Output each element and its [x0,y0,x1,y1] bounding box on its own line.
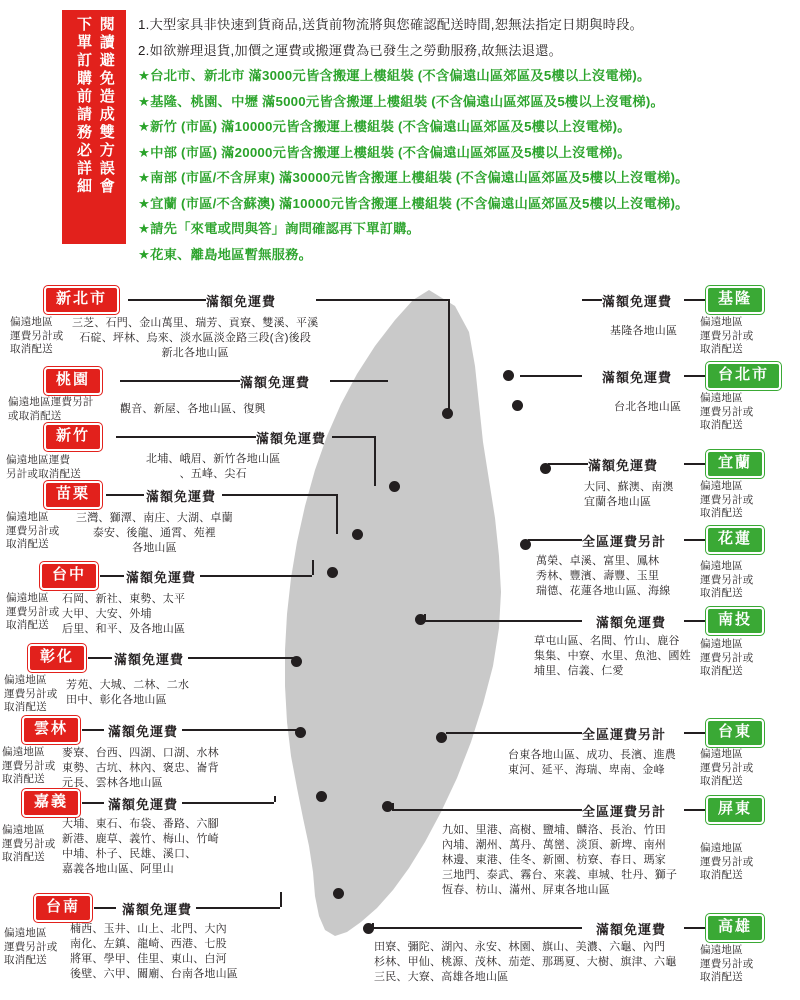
shipping-notice [0,0,800,272]
connector-line [316,299,450,301]
connector-line [116,436,256,438]
notice-line: 1.大型家具非快速到貨商品,送貨前物流將與您確認配送時間,恕無法指定日期與時段。 [138,17,644,32]
connector-line [274,796,276,802]
region-body-yilan: 大同、蘇澳、南澳 宜蘭各地山區 [584,481,674,508]
notice-badge-left-text: 下單訂購前請務必詳細 [75,16,92,196]
region-label-chiayi[interactable]: 嘉義 [22,789,80,817]
region-body-keelung: 基隆各地山區 [610,325,678,337]
connector-line [182,802,274,804]
connector-line [446,732,582,734]
map-dot-chiayi [316,791,327,802]
region-note-miaoli: 偏遠地區 運費另計或 取消配送 [6,511,60,550]
region-note-keelung: 偏遠地區 運費另計或 取消配送 [700,316,754,355]
notice-badge-right-text: 閱讀避免造成雙方誤會 [97,16,115,196]
region-headline-new-taipei: 滿額免運費 [206,294,277,309]
connector-line [684,299,706,301]
region-body-nantou: 草屯山區、名間、竹山、鹿谷 集集、中寮、水里、魚池、國姓 埔里、信義、仁愛 [534,635,691,677]
notice-line: ★基隆、桃園、中壢 滿5000元皆含搬運上樓組裝 (不含偏遠山區郊區及5樓以上沒電梯)。 [138,93,665,109]
region-note-changhua: 偏遠地區 運費另計或 取消配送 [4,674,58,713]
connector-line [548,463,588,465]
region-headline-pingtung: 全區運費另計 [582,804,667,819]
region-note-pingtung: 偏遠地區 運費另計或 取消配送 [700,842,754,881]
region-headline-chiayi: 滿額免運費 [108,797,179,812]
notice-badge [62,10,126,244]
region-note-taichung: 偏遠地區 運費另計或 取消配送 [6,592,60,631]
region-label-kaohsiung[interactable]: 高雄 [706,914,764,942]
region-note-hualien: 偏遠地區 運費另計或 取消配送 [700,560,754,599]
notice-line-list [138,12,800,267]
region-note-taoyuan: 偏遠地區運費另計 或取消配送 [8,396,94,422]
connector-line [100,575,124,577]
map-dot-taipei [512,400,523,411]
region-body-changhua: 芳苑、大城、二林、二水 田中、彰化各地山區 [66,679,190,706]
region-label-hualien[interactable]: 花蓮 [706,526,764,554]
region-headline-yunlin: 滿額免運費 [108,724,179,739]
connector-line [528,539,582,541]
connector-line [82,802,104,804]
region-label-taoyuan[interactable]: 桃園 [44,367,102,395]
region-label-yunlin[interactable]: 雲林 [22,716,80,744]
region-label-yilan[interactable]: 宜蘭 [706,450,764,478]
connector-line [94,907,116,909]
connector-line [448,299,450,412]
notice-line: 2.如欲辦理退貨,加價之運費或搬運費為已發生之勞動服務,故無法退還。 [138,42,563,58]
connector-line [182,729,300,731]
region-label-taipei[interactable]: 台北市 [706,362,781,390]
region-body-kaohsiung: 田寮、彌陀、湖內、永安、林園、旗山、美濃、六龜、內門 杉林、甲仙、桃源、茂林、茄萣、那瑪夏、大樹、旗津、六龜 三民、大寮、高雄各地山區 [374,941,677,983]
region-label-taichung[interactable]: 台中 [40,562,98,590]
connector-line [374,436,376,486]
notice-line: ★新竹 (市區) 滿10000元皆含搬運上樓組裝 (不含偏遠山區郊區及5樓以上沒電梯)。 [138,119,631,134]
connector-line [684,375,706,377]
region-headline-miaoli: 滿額免運費 [146,489,217,504]
region-label-tainan[interactable]: 台南 [34,894,92,922]
region-headline-hualien: 全區運費另計 [582,534,667,549]
region-note-yunlin: 偏遠地區 運費另計或 取消配送 [2,746,56,785]
region-headline-nantou: 滿額免運費 [596,615,667,630]
map-dot-hsinchu [389,481,400,492]
connector-line [372,927,582,929]
region-note-tainan: 偏遠地區 運費另計或 取消配送 [4,927,58,966]
region-body-miaoli: 三灣、獅潭、南庄、大湖、卓蘭 泰安、後龍、通霄、苑裡 各地山區 [76,512,233,554]
region-headline-changhua: 滿額免運費 [114,652,185,667]
region-label-changhua[interactable]: 彰化 [28,644,86,672]
region-body-taipei: 台北各地山區 [614,401,682,413]
connector-line [120,380,240,382]
connector-line [520,375,582,377]
connector-line [684,809,706,811]
connector-line [424,620,582,622]
region-body-new-taipei: 三芝、石門、金山萬里、瑞芳、貢寮、雙溪、平溪 石碇、坪林、烏來、淡水區淡金路三段(含)後段 新北各地山區 [72,317,319,359]
region-body-hsinchu: 北埔、峨眉、新竹各地山區 、五峰、尖石 [146,453,281,480]
connector-line [424,614,426,620]
connector-line [684,732,706,734]
region-headline-taitung: 全區運費另計 [582,727,667,742]
connector-line [106,494,144,496]
connector-line [330,380,388,382]
connector-line [88,657,112,659]
region-headline-hsinchu: 滿額免運費 [256,431,327,446]
region-body-taoyuan: 觀音、新屋、各地山區、復興 [120,403,266,415]
connector-line [684,927,706,929]
connector-line [336,494,338,534]
region-headline-tainan: 滿額免運費 [122,902,193,917]
notice-line: ★台北市、新北市 滿3000元皆含搬運上樓組裝 (不含偏遠山區郊區及5樓以上沒電梯)。 [138,68,651,83]
region-note-nantou: 偏遠地區 運費另計或 取消配送 [700,638,754,677]
region-headline-yilan: 滿額免運費 [588,458,659,473]
region-headline-kaohsiung: 滿額免運費 [596,922,667,937]
map-dot-miaoli [352,529,363,540]
region-headline-keelung: 滿額免運費 [602,294,673,309]
region-note-taipei: 偏遠地區 運費另計或 取消配送 [700,392,754,431]
notice-line: ★請先「來電或問與答」詢問確認再下單訂購。 [138,221,421,236]
connector-line [188,657,296,659]
notice-line: ★宜蘭 (市區/不含蘇澳) 滿10000元皆含搬運上樓組裝 (不含偏遠山區郊區及5樓以上沒電梯)。 [138,195,689,211]
notice-line: ★中部 (市區) 滿20000元皆含搬運上樓組裝 (不含偏遠山區郊區及5樓以上沒電梯)。 [138,144,631,160]
region-label-new-taipei[interactable]: 新北市 [44,286,119,314]
region-headline-taoyuan: 滿額免運費 [240,375,311,390]
region-label-keelung[interactable]: 基隆 [706,286,764,314]
connector-line [82,729,104,731]
taiwan-shipping-map [0,272,800,1000]
region-body-yunlin: 麥寮、台西、四湖、口湖、水林 東勢、古坑、林內、褒忠、崙背 元長、雲林各地山區 [62,747,219,789]
connector-line [128,299,206,301]
region-headline-taipei: 滿額免運費 [602,370,673,385]
region-note-taitung: 偏遠地區 運費另計或 取消配送 [700,748,754,787]
region-note-kaohsiung: 偏遠地區 運費另計或 取消配送 [700,944,754,983]
region-label-nantou[interactable]: 南投 [706,607,764,635]
connector-line [372,923,374,927]
map-dot-keelung [503,370,514,381]
connector-line [222,494,336,496]
region-body-hualien: 萬榮、卓溪、富里、鳳林 秀林、豐濱、壽豐、玉里 瑞德、花蓮各地山區、海線 [536,555,671,597]
region-body-taichung: 石岡、新社、東勢、太平 大甲、大安、外埔 后里、和平、及各地山區 [62,593,186,635]
notice-line: ★南部 (市區/不含屏東) 滿30000元皆含搬運上樓組裝 (不含偏遠山區郊區及5樓以上沒電梯)。 [138,170,689,185]
region-headline-taichung: 滿額免運費 [126,570,197,585]
connector-line [392,803,394,809]
region-note-hsinchu: 偏遠地區運費 另計或取消配送 [6,454,81,480]
map-dot-taichung [327,567,338,578]
connector-line [312,560,314,575]
region-note-chiayi: 偏遠地區 運費另計或 取消配送 [2,824,56,863]
connector-line [684,463,706,465]
connector-line [684,620,706,622]
connector-line [280,892,282,907]
connector-line [196,907,280,909]
connector-line [392,809,582,811]
region-note-yilan: 偏遠地區 運費另計或 取消配送 [700,480,754,519]
connector-line [684,539,706,541]
region-label-hsinchu[interactable]: 新竹 [44,423,102,451]
map-dot-tainan [333,888,344,899]
connector-line [582,299,602,301]
region-body-pingtung: 九如、里港、高樹、鹽埔、麟洛、長治、竹田 內埔、潮州、萬丹、萬巒、淡頂、新埤、南州 林邊、東港、佳冬、新園、枋寮、春日、瑪家 三地門、泰武、霧台、來義、車城、牡丹、獅子 恆春、枋山、滿州、屏東各地山區 [442,824,678,896]
notice-line: ★花東、離島地區暫無服務。 [138,246,313,262]
connector-line [200,575,312,577]
region-body-tainan: 楠西、玉井、山上、北門、大內 南化、左鎮、龍崎、西港、七股 將軍、學甲、佳里、東山、白河 後壁、六甲、關廟、台南各地山區 [70,923,238,980]
connector-line [332,436,374,438]
region-body-chiayi: 大埔、東石、布袋、番路、六腳 新港、鹿草、義竹、梅山、竹崎 中埔、朴子、民雄、溪口、 嘉義各地山區、阿里山 [62,818,219,875]
region-label-taitung[interactable]: 台東 [706,719,764,747]
region-body-taitung: 台東各地山區、成功、長濱、進農 東河、延平、海瑞、卑南、金峰 [508,749,676,776]
region-note-new-taipei: 偏遠地區 運費另計或 取消配送 [10,316,64,355]
region-label-miaoli[interactable]: 苗栗 [44,481,102,509]
region-label-pingtung[interactable]: 屏東 [706,796,764,824]
